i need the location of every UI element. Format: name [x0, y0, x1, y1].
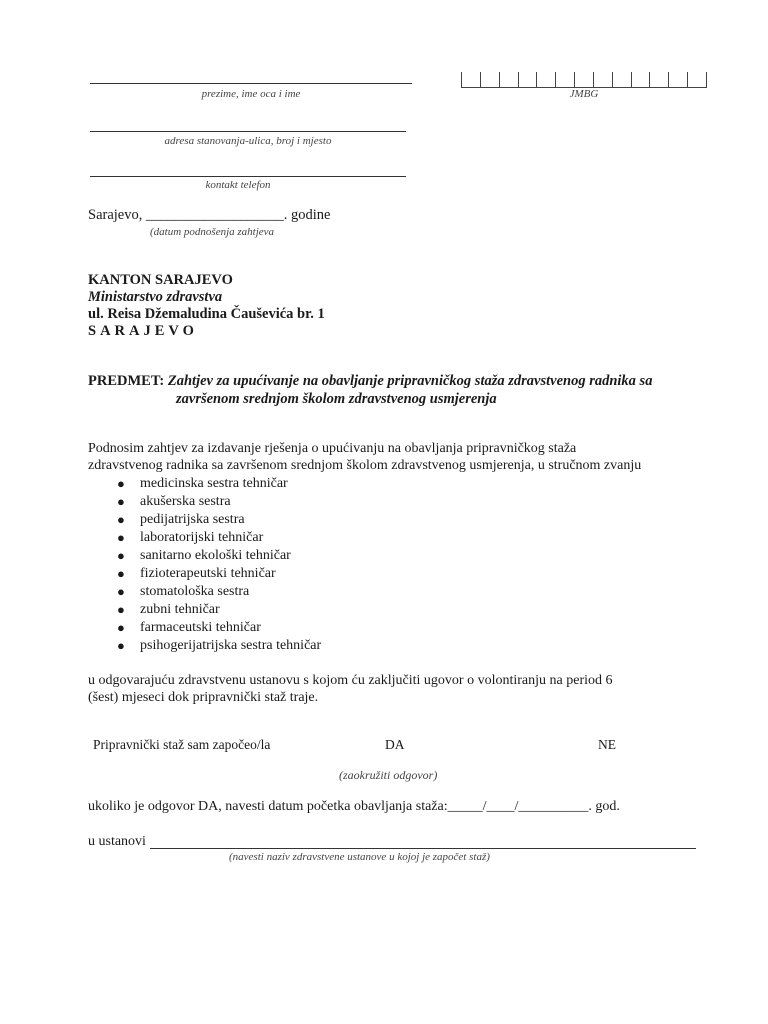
address-caption: adresa stanovanja-ulica, broj i mjesto [164, 135, 332, 147]
bullet-icon: ● [117, 476, 125, 491]
jmbg-cell[interactable] [687, 72, 707, 88]
bullet-icon: ● [117, 494, 125, 509]
jmbg-cell[interactable] [518, 72, 537, 88]
bullet-icon: ● [117, 530, 125, 545]
jmbg-cell[interactable] [461, 72, 480, 88]
subject-block [88, 372, 653, 407]
name-line[interactable] [90, 83, 412, 84]
institution-line[interactable] [150, 848, 696, 849]
answer-hint: (zaokružiti odgovor) [339, 768, 438, 782]
jmbg-cell[interactable] [536, 72, 555, 88]
recipient-street: ul. Reisa Džemaludina Čauševića br. 1 [88, 306, 325, 322]
bullet-icon: ● [117, 548, 125, 563]
list-item[interactable]: ● psihogerijatrijska sestra tehničar [117, 638, 322, 653]
list-item[interactable]: ● sanitarno ekološki tehničar [117, 548, 291, 563]
list-item[interactable]: ● fizioterapeutski tehničar [117, 566, 276, 581]
jmbg-cell[interactable] [499, 72, 518, 88]
jmbg-cell[interactable] [612, 72, 631, 88]
city-label: Sarajevo, [88, 207, 143, 223]
jmbg-cell[interactable] [668, 72, 687, 88]
professions-list [88, 475, 321, 655]
start-date-row[interactable]: ukoliko je odgovor DA, navesti datum početka obavljanja staža:_____/____/__________. god. [88, 799, 620, 814]
name-caption: prezime, ime oca i ime [201, 88, 301, 100]
date-caption: (datum podnošenja zahtjeva [150, 226, 275, 238]
jmbg-cell[interactable] [555, 72, 574, 88]
recipient-canton: KANTON SARAJEVO [88, 272, 233, 288]
subject-text-line1: Zahtjev za upućivanje na obavljanje pripravničkog staža zdravstvenog radnika sa [167, 373, 653, 389]
date-blank[interactable]: ___________________ [145, 207, 284, 223]
jmbg-cell[interactable] [574, 72, 593, 88]
jmbg-cell[interactable] [631, 72, 650, 88]
intro-paragraph [88, 440, 708, 474]
date-row [88, 207, 330, 224]
list-item[interactable]: ● farmaceutski tehničar [117, 620, 261, 635]
answer-yes[interactable]: DA [385, 737, 405, 752]
recipient-block [88, 272, 325, 340]
institution-label: u ustanovi [88, 834, 146, 849]
question-text: Pripravnički staž sam započeo/la [93, 737, 271, 752]
recipient-city: SARAJEVO [88, 323, 198, 339]
list-item[interactable]: ● stomatološka sestra [117, 584, 250, 599]
volunteer-paragraph [88, 672, 708, 706]
list-item[interactable]: ● pedijatrijska sestra [117, 512, 245, 527]
institution-caption: (navesti naziv zdravstvene ustanove u kojoj je započet staž) [229, 851, 490, 863]
bullet-icon: ● [117, 512, 125, 527]
answer-no[interactable]: NE [598, 737, 616, 752]
volunteer-line-2: (šest) mjeseci dok pripravnički staž traje. [88, 690, 319, 705]
intro-line-1: Podnosim zahtjev za izdavanje rješenja o upućivanju na obavljanja pripravničkog staža [88, 441, 577, 456]
phone-caption: kontakt telefon [205, 179, 271, 191]
list-item[interactable]: ● medicinska sestra tehničar [117, 476, 288, 491]
recipient-ministry: Ministarstvo zdravstva [88, 289, 223, 305]
bullet-icon: ● [117, 602, 125, 617]
bullet-icon: ● [117, 638, 125, 653]
subject-text-line2: završenom srednjom školom zdravstvenog usmjerenja [176, 391, 497, 407]
jmbg-cell[interactable] [649, 72, 668, 88]
date-suffix: . godine [283, 207, 331, 223]
address-line[interactable] [90, 131, 406, 132]
subject-label: PREDMET: [88, 373, 165, 389]
list-item[interactable]: ● laboratorijski tehničar [117, 530, 264, 545]
bullet-icon: ● [117, 566, 125, 581]
list-item[interactable]: ● akušerska sestra [117, 494, 231, 509]
jmbg-boxes[interactable] [461, 72, 707, 88]
bullet-icon: ● [117, 584, 125, 599]
intro-line-2: zdravstvenog radnika sa završenom srednjom školom zdravstvenog usmjerenja, u stručnom zvanju [88, 458, 642, 473]
jmbg-cell[interactable] [593, 72, 612, 88]
bullet-icon: ● [117, 620, 125, 635]
jmbg-caption: JMBG [569, 88, 599, 100]
volunteer-line-1: u odgovarajuću zdravstvenu ustanovu s kojom ću zaključiti ugovor o volontiranju na period 6 [88, 673, 613, 688]
phone-line[interactable] [90, 176, 406, 177]
jmbg-cell[interactable] [480, 72, 499, 88]
list-item[interactable]: ● zubni tehničar [117, 602, 220, 617]
